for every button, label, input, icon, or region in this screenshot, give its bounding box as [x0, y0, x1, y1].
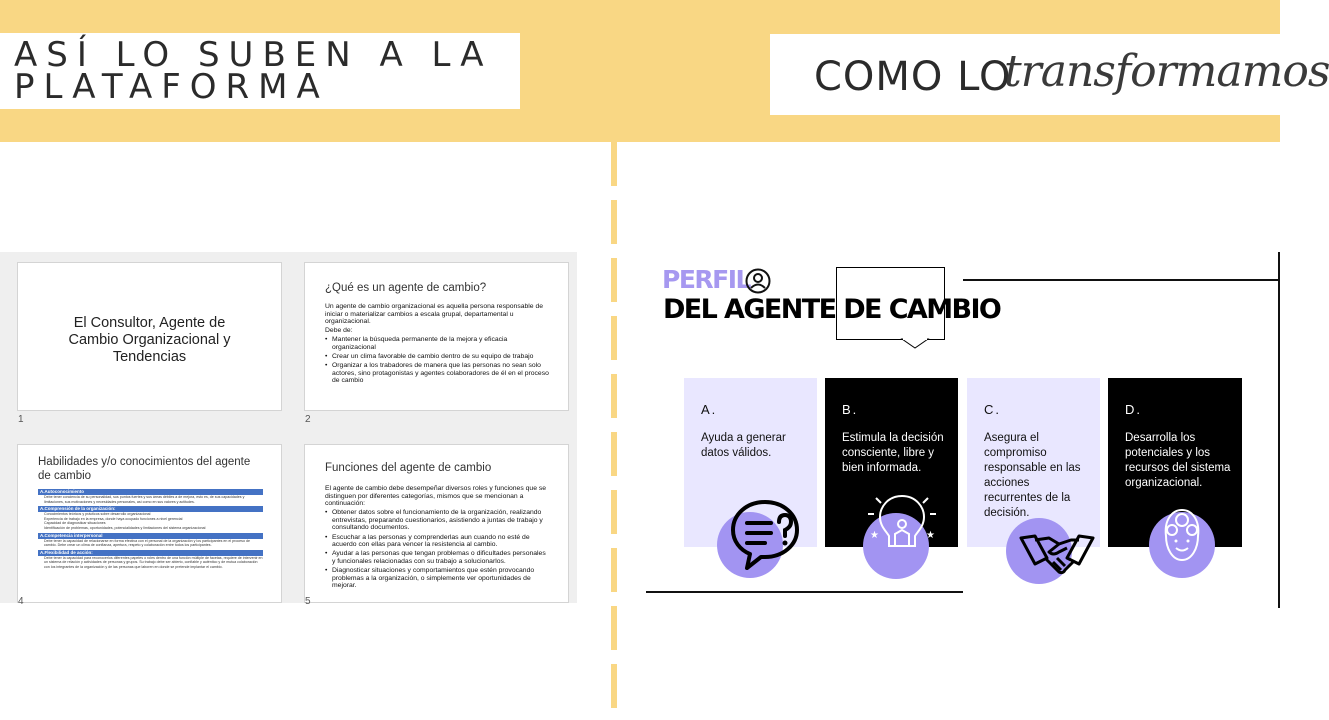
user-circle-icon	[745, 268, 771, 294]
card-text: Asegura el compromiso responsable en las acciones recurrentes de la decisión.	[984, 432, 1081, 519]
slide-4-body	[38, 487, 263, 570]
speech-tail-icon	[902, 339, 928, 349]
slide-2-bullet: • Crear un clima favorable de cambio dentro de su equipo de trabajo	[325, 353, 550, 361]
hab-item: Experiencia de trabajo en la empresa, donde haya ocupado funciones a nivel gerencial	[44, 516, 183, 521]
svg-text:★: ★	[926, 530, 935, 541]
head-gears-icon	[1154, 500, 1210, 580]
hab-section-head: A.Comprensión de la organización:	[38, 506, 263, 512]
right-title-box	[770, 34, 1329, 115]
hab-section-head: A.Autoconocimiento	[38, 489, 263, 495]
slide-number: 5	[305, 596, 311, 607]
card-letter: C.	[984, 402, 1001, 417]
hab-section-head: A.Flexibilidad de acción:	[38, 550, 263, 556]
left-title	[14, 35, 493, 107]
slide-4-title: Habilidades y/o conocimientos del agente de cambio	[38, 456, 251, 482]
left-title-box	[0, 33, 520, 109]
left-title-line1: ASÍ LO SUBEN A LA	[14, 35, 493, 75]
dashed-divider	[611, 142, 617, 720]
slide-2-body	[325, 303, 550, 386]
header-band	[0, 0, 1329, 142]
hab-item: Debe tener conciencia de su personalidad, sus puntos fuertes y sus áreas débiles a de mejora, esto es, de sus capacidades y limitaciones, sus motivaciones y necesidades personales, así como en sus valores y actitudes.	[44, 495, 245, 504]
right-title-caps: COMO LO	[814, 54, 1012, 100]
hab-item: Debe tener la capacidad de relacionarse en forma efectiva con el personal de la organización y los participantes en el proceso de cambio. Debe crear un clima de confianza, apertura, respeto y colaboración entre todos los participantes.	[44, 538, 250, 548]
perfil-title-part2: CAMBIO	[888, 294, 1001, 325]
slide-5-title: Funciones del agente de cambio	[325, 462, 492, 474]
slide-number: 4	[18, 596, 24, 607]
card-text: Desarrolla los potenciales y los recursos del sistema organizacional.	[1125, 432, 1231, 489]
slide-thumbnail-1[interactable]	[17, 262, 282, 411]
slide-2-bullet: • Organizar a los trabadores de manera que las personas no sean solo actores, sino protagonistas y agentes colaboradores de él en el proceso de cambio	[325, 362, 550, 385]
slide-2-debe: Debe de:	[325, 327, 353, 335]
frame-line-right	[1278, 252, 1280, 608]
slide-5-bullet: • Ayudar a las personas que tengan problemas o dificultades personales y funcionales relacionadas con su trabajo a solucionarlos.	[325, 550, 550, 565]
handshake-icon	[1019, 528, 1095, 580]
slide-2-intro: Un agente de cambio organizacional es aquella persona responsable de iniciar o materializar cambios a escala grupal, departamental u organizacional.	[325, 303, 544, 326]
card-letter: A.	[701, 402, 718, 417]
card-letter: B.	[842, 402, 859, 417]
hab-section-head: A.Competencia interpersonal	[38, 533, 263, 539]
perfil-title	[663, 294, 1000, 325]
slide-1-title: El Consultor, Agente de Cambio Organizacional y Tendencias	[68, 315, 231, 365]
hab-item: Capacidad de diagnosticar situaciones	[44, 521, 106, 526]
lightbulb-person-icon	[862, 490, 942, 556]
perfil-label: PERFIL	[662, 265, 750, 294]
slide-2-title: ¿Qué es un agente de cambio?	[325, 282, 487, 294]
slide-sorter-panel	[0, 252, 577, 607]
speech-bubble-icon	[727, 496, 803, 572]
slide-5-bullet: • Obtener datos sobre el funcionamiento de la organización, realizando entrevistas, preparando cuestionarios, asistiendo a juntas de trabajo y consultando documentos.	[325, 509, 550, 532]
slide-number: 2	[305, 414, 311, 425]
slide-thumbnail-2[interactable]	[304, 262, 569, 411]
slide-thumbnail-4[interactable]	[17, 444, 282, 603]
slide-number: 1	[18, 414, 24, 425]
perfil-title-part1: DEL AGENTE DE	[663, 294, 881, 325]
slide-5-intro: El agente de cambio debe desempeñar diversos roles y funciones que se distinguen por diferentes categorías, mismos que se mencionan a continuación:	[325, 485, 547, 508]
slide-5-body	[325, 485, 550, 591]
card-text: Estimula la decisión consciente, libre y bien informada.	[842, 432, 944, 474]
frame-line-top	[963, 279, 1280, 281]
frame-line-bottom	[646, 591, 963, 593]
card-letter: D.	[1125, 402, 1142, 417]
left-title-line2: PLATAFORMA	[14, 67, 329, 107]
slide-5-bullet: • Escuchar a las personas y comprenderlas aun cuando no esté de acuerdo con ellas para vencer la resistencia al cambio.	[325, 534, 550, 549]
card-text: Ayuda a generar datos válidos.	[701, 432, 786, 459]
slide-thumbnail-5[interactable]	[304, 444, 569, 603]
right-title-script: transformamos	[1004, 46, 1329, 97]
slide-5-bullet: • Diagnosticar situaciones y comportamientos que estén provocando problemas a la organización, o simplemente ver oportunidades de mejorar.	[325, 567, 550, 590]
svg-text:★: ★	[870, 530, 879, 541]
slide-2-bullet: • Mantener la búsqueda permanente de la mejora y eficacia organizacional	[325, 336, 550, 351]
hab-item: Conocimientos teóricos y prácticos sobre desarrollo organizacional	[44, 512, 151, 517]
hab-item: Identificación de problemas, oportunidades, potencialidades y limitaciones del sistema organizacional	[44, 525, 206, 530]
hab-item: Debe tener la capacidad para reconocerlos diferentes papeles o roles dentro de una función múltiple de facetas, requiere de intervenir en un sistema de relación y actividades de personas y grupos. Su trabajo debe ser abierto, confiable y auténtico y de mutua colaboración con los integrantes de la organización y de las personas que laboren en donde se pretende implantar el cambio.	[44, 555, 263, 569]
